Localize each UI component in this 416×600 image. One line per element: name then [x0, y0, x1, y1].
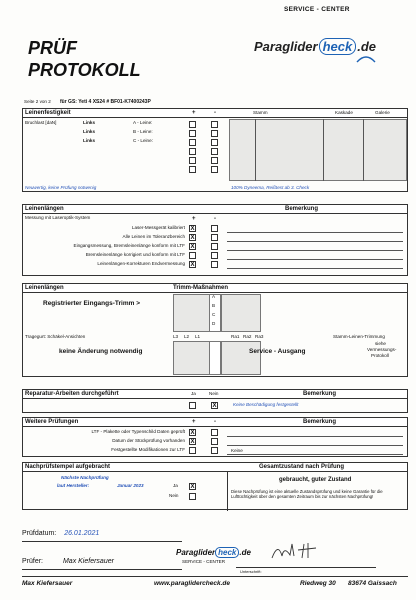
next-check-date: Januar 2023 [117, 483, 144, 488]
col-ra2: Ra2 [243, 334, 252, 339]
col-ra1: Ra1 [231, 334, 240, 339]
signature-label: Unterschrift: [240, 569, 262, 574]
remark-line [227, 454, 403, 455]
checkbox[interactable] [211, 234, 218, 241]
checkbox[interactable]: X [190, 262, 195, 268]
remark-line [227, 268, 403, 269]
section-stempel [22, 462, 408, 510]
pruefdatum-row [22, 530, 99, 537]
stamp-logo-3: .de [239, 548, 251, 557]
naechste-label: Nächste Nachprüfung [61, 475, 109, 480]
tragegurt-label: Tragegurt: Schäkel-Ansichten [25, 334, 86, 339]
section-header [23, 463, 407, 472]
checkbox[interactable] [211, 157, 218, 164]
remark-line [227, 250, 403, 251]
plus-label: + [192, 419, 196, 425]
checkbox[interactable] [211, 130, 218, 137]
grid-line [323, 119, 324, 181]
row-label: Datum der Stückprüfung vorhanden [112, 438, 185, 443]
letter-b: B [212, 303, 216, 308]
section-trimm [22, 283, 408, 377]
section-header [23, 109, 407, 118]
divider [227, 472, 228, 511]
section-title: Reparatur-Arbeiten durchgeführt [25, 391, 119, 397]
checkbox[interactable] [189, 447, 196, 454]
section-reparatur [22, 389, 408, 413]
checkbox[interactable] [189, 130, 196, 137]
paraglidercheck-logo [254, 38, 376, 55]
checkbox[interactable] [189, 157, 196, 164]
col-l1: L1 [195, 334, 201, 339]
letter-c: C [212, 312, 216, 317]
minus-label: - [214, 110, 216, 116]
gesamtzustand-value: gebraucht, guter Zustand [279, 477, 352, 483]
glider-id: für GS: Yeti 4 XS24 # BF01-K7400243P [60, 99, 151, 105]
nein-label: Nein [209, 391, 219, 396]
stamm-trimmung-label: Stamm-Leinen-Trimmung [333, 334, 385, 339]
remark-line [227, 445, 403, 446]
siehe-label: siehe [375, 341, 386, 346]
checkbox[interactable] [211, 148, 218, 155]
service-ausgang: Service - Ausgang [249, 348, 306, 355]
checkbox[interactable]: X [190, 226, 195, 232]
section-header [23, 390, 407, 399]
col-l3: L3 [173, 334, 179, 339]
section-header [23, 284, 407, 293]
trim-grid-left [173, 294, 216, 332]
remark-line [227, 436, 403, 437]
riser-letters [209, 341, 221, 375]
col-l2: L2 [184, 334, 190, 339]
letter-a: A [212, 294, 216, 299]
stamp-logo [176, 548, 251, 557]
checkbox[interactable]: X [190, 235, 195, 241]
checkbox[interactable] [211, 243, 218, 250]
divider [22, 569, 182, 570]
checkbox[interactable] [189, 252, 196, 259]
note-left: Neuwertig, keine Prüfung notwenig [25, 185, 97, 190]
reparatur-note: Keine Beschädigung festgestellt [233, 402, 299, 407]
checkbox[interactable] [189, 139, 196, 146]
remark-line [227, 232, 403, 233]
checkbox[interactable] [189, 148, 196, 155]
section-title: Leinenlängen [25, 206, 64, 212]
section-weitere [22, 417, 408, 457]
logo-text-1: Paraglider [254, 39, 318, 54]
section-subtitle: Messung mit Laseroptik-System [25, 215, 91, 220]
ja-checkbox[interactable]: X [190, 484, 195, 490]
letter-d: D [212, 321, 216, 326]
pruefer-row [22, 558, 114, 565]
stamp-logo-1: Paraglider [176, 548, 216, 557]
riser-grid-right [221, 341, 261, 375]
row-c-line: C - Leine: [133, 138, 153, 143]
logo-text-2: heck [322, 39, 353, 54]
plus-label: + [192, 110, 196, 116]
pruefer-value: Max Kiefersauer [62, 558, 114, 565]
stamp-logo-2: heck [215, 547, 239, 558]
eingangs-trimm-label: Registrierter Eingangs-Trimm > [43, 300, 140, 307]
pruefer-label: Prüfer: [22, 558, 44, 565]
col-stamm: Stamm [253, 110, 268, 115]
col-galerie: Galerie [375, 110, 390, 115]
col-kaskade: Kaskade [335, 110, 353, 115]
bruchlast-label: Bruchlast [daN] [25, 120, 57, 125]
checkbox[interactable] [211, 139, 218, 146]
logo-text-3: .de [357, 39, 377, 54]
checkbox[interactable] [189, 121, 196, 128]
title-line2: PROTOKOLL [28, 60, 141, 80]
grid-line [255, 119, 256, 181]
col-ra3: Ra3 [255, 334, 264, 339]
checkbox[interactable]: X [190, 439, 195, 445]
ja-label: Ja [191, 391, 196, 396]
footer-city: 83674 Gaissach [348, 580, 397, 587]
checkbox[interactable] [211, 438, 218, 445]
section-leinenfestigkeit [22, 108, 408, 192]
row-a-side: Links [83, 120, 95, 125]
row-b-side: Links [83, 129, 95, 134]
service-center-label: SERVICE - CENTER [284, 6, 350, 13]
grid-line [363, 119, 364, 181]
section-header [23, 418, 407, 427]
minus-label: - [214, 216, 216, 222]
divider [22, 541, 182, 542]
nein-label: Nein [169, 493, 179, 498]
section-title: Leinenlängen [25, 285, 64, 291]
row-c-side: Links [83, 138, 95, 143]
signature-line [236, 567, 376, 568]
pruefdatum-value: 26.01.2021 [64, 530, 100, 537]
ja-label: Ja [173, 483, 178, 488]
row-label: Festgestellte Modifikationen zur LTF [111, 447, 185, 452]
signature-icon [268, 540, 328, 564]
remark-line [227, 259, 403, 260]
section-title: Nachprüfstempel aufgebracht [25, 464, 111, 470]
checkbox[interactable]: X [190, 244, 195, 250]
keine-label: Keine [231, 448, 243, 453]
logo-check-mark [319, 38, 357, 55]
massnahmen-label: Trimm-Maßnahmen [173, 285, 229, 291]
footer-street: Riedweg 30 [300, 580, 336, 587]
laut-hersteller: laut Hersteller: [57, 483, 90, 488]
section-header [23, 205, 407, 214]
checkbox[interactable] [211, 252, 218, 259]
checkbox[interactable] [211, 447, 218, 454]
remark-line [227, 241, 403, 242]
checkbox[interactable] [211, 429, 218, 436]
footer-name: Max Kiefersauer [22, 580, 73, 587]
stamp-service: SERVICE - CENTER [182, 559, 226, 564]
checkbox[interactable] [211, 261, 218, 268]
bemerkung-label: Bemerkung [303, 419, 337, 425]
disclaimer-text: Diese Nachprüfung ist eine aktuelle Zustandsprüfung und keine Garantie für die Lufttüchtigkeit über den gesamten Zeitraum bis zur nächsten Nachprüfung! [231, 489, 383, 500]
nein-checkbox[interactable] [189, 493, 196, 500]
footer-website[interactable]: www.paraglidercheck.de [154, 580, 230, 587]
row-label: Leinenlängen-Korrekturen Endvermessung [97, 261, 185, 266]
page-number: Seite 2 von 2 [24, 99, 51, 104]
gesamtzustand-title: Gesamtzustand nach Prüfung [259, 464, 345, 470]
trim-grid-right [221, 294, 261, 332]
checkbox[interactable]: X [190, 430, 195, 436]
section-title: Leinenfestigkeit [25, 110, 71, 116]
glider-icon [356, 54, 376, 64]
protokoll-label: Protokoll [371, 353, 389, 358]
row-b-line: B - Leine: [133, 129, 153, 134]
row-a-line: A - Leine: [133, 120, 153, 125]
note-right: 100% Dyneema, Reißtest ab 3. Check [231, 185, 310, 190]
checkbox[interactable] [211, 225, 218, 232]
riser-grid-left [173, 341, 213, 375]
minus-label: - [214, 419, 216, 425]
title-line1: PRÜF [28, 38, 77, 58]
pruefdatum-label: Prüfdatum: [22, 530, 57, 537]
row-label: Alle Leinen im Toleranzbereich [122, 234, 185, 239]
plus-label: + [192, 216, 196, 222]
ja-checkbox[interactable] [189, 402, 196, 409]
keine-aenderung: keine Änderung notwendig [59, 348, 143, 355]
footer-divider [22, 576, 408, 577]
checkbox[interactable] [211, 121, 218, 128]
row-label: Eingangsmessung, Bremsleinenlänge konform mit LTF [73, 243, 185, 248]
checkbox[interactable] [189, 166, 196, 173]
nein-checkbox[interactable]: X [212, 403, 217, 409]
row-label: Laser-Messgerät kalibriert [131, 225, 185, 230]
row-label: LTF - Plakette oder Typenschild Daten geprüft [91, 429, 185, 434]
section-title: Weitere Prüfungen [25, 419, 79, 425]
section-leinenlaengen [22, 204, 408, 276]
bemerkung-label: Bemerkung [285, 206, 319, 212]
bemerkung-label: Bemerkung [303, 391, 337, 397]
checkbox[interactable] [211, 166, 218, 173]
vermessung-label: Vermessungs- [367, 347, 397, 352]
row-label: Bremsleinenlänge korrigiert und konform mit LTF [85, 252, 185, 257]
